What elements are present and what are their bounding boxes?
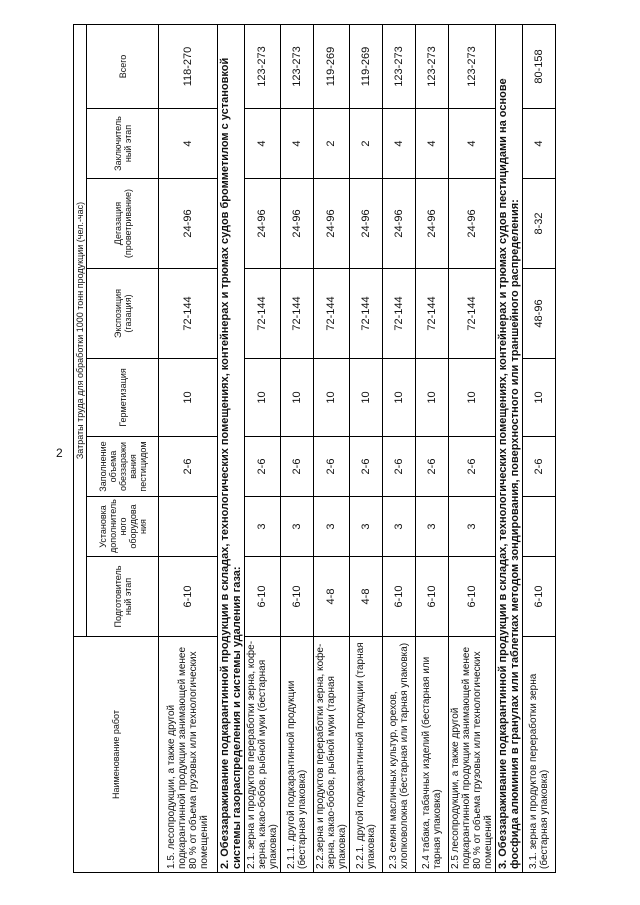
row-value: 10 (314, 359, 350, 437)
row-value: 10 (416, 359, 449, 437)
row-value: 2-6 (245, 437, 281, 497)
row-value: 10 (383, 359, 416, 437)
row-value: 4-8 (314, 557, 350, 637)
row-name: 2.4 табака, табачных изделий (бестарная или тарная упаковка) (416, 637, 449, 873)
table-row (383, 24, 416, 872)
header-name-col: Наименование работ (74, 637, 159, 873)
row-value: 4 (416, 109, 449, 179)
row-value: 24-96 (449, 179, 496, 269)
row-value: 48-96 (523, 269, 556, 359)
row-value: 2-6 (523, 437, 556, 497)
row-value: 6-10 (159, 557, 218, 637)
row-value: 2-6 (281, 437, 314, 497)
row-value: 4 (449, 109, 496, 179)
row-value: 3 (350, 497, 383, 557)
row-value: 6-10 (383, 557, 416, 637)
row-value: 3 (383, 497, 416, 557)
row-value: 123-273 (245, 24, 281, 108)
table-row (350, 24, 383, 872)
row-value: 123-273 (449, 24, 496, 108)
row-value: 72-144 (281, 269, 314, 359)
row-value: 24-96 (383, 179, 416, 269)
row-value: 24-96 (350, 179, 383, 269)
table-row (523, 24, 556, 872)
page-number: 2 (56, 446, 63, 460)
header-col-total: Всего (87, 24, 159, 108)
row-value: 6-10 (416, 557, 449, 637)
table-row (281, 24, 314, 872)
row-name: 2.3 семян масличных культур, орехов, хлопковолокна (бестарная или тарная упаковка) (383, 637, 416, 873)
row-value (159, 497, 218, 557)
row-value: 8-32 (523, 179, 556, 269)
section-row (496, 24, 523, 872)
row-value: 4 (523, 109, 556, 179)
row-value: 10 (449, 359, 496, 437)
row-value: 10 (350, 359, 383, 437)
row-value: 2 (314, 109, 350, 179)
row-value: 10 (281, 359, 314, 437)
section-heading: 2. Обеззараживание подкарантинной продукции в складах, технологических помещениях, контейнерах и трюмах судов бромметилом с установкой системы газораспределения и системы удаления газа: (218, 24, 245, 872)
row-value: 123-273 (416, 24, 449, 108)
row-value: 3 (416, 497, 449, 557)
row-value: 24-96 (416, 179, 449, 269)
row-value: 119-269 (314, 24, 350, 108)
row-value: 4 (159, 109, 218, 179)
header-col-seal: Герметизация (87, 359, 159, 437)
row-value: 2-6 (314, 437, 350, 497)
row-value: 123-273 (383, 24, 416, 108)
table-row (159, 24, 218, 872)
row-value: 24-96 (281, 179, 314, 269)
row-name: 2.5 лесопродукции, а также другой подкарантинной продукции занимающей менее 80 % от объема грузовых или технологических помещений (449, 637, 496, 873)
row-value: 72-144 (350, 269, 383, 359)
row-value: 10 (159, 359, 218, 437)
row-value: 2-6 (383, 437, 416, 497)
row-value: 2-6 (449, 437, 496, 497)
row-value: 6-10 (523, 557, 556, 637)
row-name: 2.2.зерна и продуктов переработки зерна, кофе-зерна, какао-бобов, рыбной муки (тарная упаковка) (314, 637, 350, 873)
row-value: 4 (281, 109, 314, 179)
row-value (523, 497, 556, 557)
header-col-exposure: Экспозиция (газация) (87, 269, 159, 359)
row-value: 2-6 (416, 437, 449, 497)
row-value: 72-144 (383, 269, 416, 359)
table-body (159, 24, 556, 872)
row-value: 6-10 (245, 557, 281, 637)
row-name: 2.1. зерна и продуктов переработки зерна, кофе-зерна, какао-бобов, рыбной муки (бестарная упаковка) (245, 637, 281, 873)
row-value: 24-96 (245, 179, 281, 269)
row-value: 123-273 (281, 24, 314, 108)
row-value: 6-10 (281, 557, 314, 637)
row-name: 1.5. лесопродукции, а также другой подкарантинной продукции занимающей менее 80 % от объема грузовых или технологических помещений (159, 637, 218, 873)
row-name: 3.1. зерна и продуктов переработки зерна (бестарная упаковка) (523, 637, 556, 873)
row-value: 3 (245, 497, 281, 557)
row-value: 72-144 (245, 269, 281, 359)
row-value: 3 (449, 497, 496, 557)
table-row (416, 24, 449, 872)
row-value: 10 (523, 359, 556, 437)
header-col-degas: Дегазация (проветривание) (87, 179, 159, 269)
row-value: 6-10 (449, 557, 496, 637)
row-value: 24-96 (314, 179, 350, 269)
row-value: 72-144 (449, 269, 496, 359)
labor-cost-table (73, 24, 556, 873)
row-value: 3 (314, 497, 350, 557)
row-value: 10 (245, 359, 281, 437)
header-group-title: Затраты труда для обработки 1000 тонн продукции (чел.-час) (74, 24, 87, 636)
row-value: 72-144 (159, 269, 218, 359)
header-col-final: Заключитель ный этап (87, 109, 159, 179)
rotated-table-wrapper (73, 25, 635, 873)
table-row (245, 24, 281, 872)
row-value: 2 (350, 109, 383, 179)
table-row (449, 24, 496, 872)
header-col-prep: Подготовитель ный этап (87, 557, 159, 637)
header-col-fill: Заполнение объема обеззаражи вания пестицидом (87, 437, 159, 497)
row-value: 119-269 (350, 24, 383, 108)
row-value: 2-6 (159, 437, 218, 497)
section-row (218, 24, 245, 872)
row-name: 2.2.1. другой подкарантинной продукции (тарная упаковка) (350, 637, 383, 873)
section-heading: 3. Обеззараживание подкарантинной продукции в складах, технологических помещениях, контейнерах и трюмах судов пестицидами на основе фосфида алюминия в гранулах или таблетках методом зондирования, поверхностного или траншейного распределения: (496, 24, 523, 872)
header-col-install: Установка дополнитель ного оборудова ния (87, 497, 159, 557)
row-value: 72-144 (314, 269, 350, 359)
row-value: 4-8 (350, 557, 383, 637)
table-row (314, 24, 350, 872)
row-value: 4 (245, 109, 281, 179)
row-value: 80-158 (523, 24, 556, 108)
row-value: 118-270 (159, 24, 218, 108)
row-value: 2-6 (350, 437, 383, 497)
row-name: 2.1.1. другой подкарантинной продукции (бестарная упаковка) (281, 637, 314, 873)
row-value: 72-144 (416, 269, 449, 359)
row-value: 4 (383, 109, 416, 179)
row-value: 3 (281, 497, 314, 557)
row-value: 24-96 (159, 179, 218, 269)
